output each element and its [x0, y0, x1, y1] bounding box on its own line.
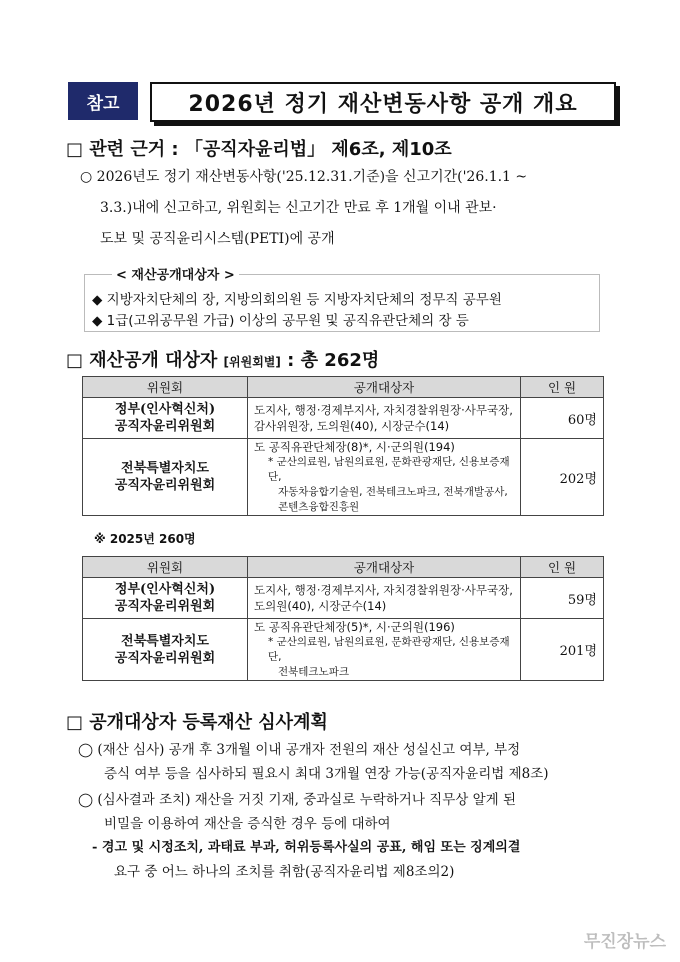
committee-name: 정부(인사혁신처)	[114, 582, 216, 597]
page-title: 2026년 정기 재산변동사항 공개 개요	[150, 82, 616, 122]
box-item-2: ◆ 1급(고위공무원 가급) 이상의 공무원 및 공직유관단체의 장 등	[92, 313, 469, 329]
target-footnote: * 군산의료원, 남원의료원, 문화관광재단, 신용보증재단,	[268, 636, 510, 663]
committee-cell	[83, 398, 248, 439]
review-item-2-line-2: 비밀을 이용하여 재산을 증식한 경우 등에 대하여	[104, 816, 391, 832]
section-targets-heading	[66, 346, 379, 372]
target-footnote: 전북테크노파크	[278, 666, 350, 678]
review-item-1-line-2: 증식 여부 등을 심사하되 필요시 최대 3개월 연장 가능(공직자윤리법 제8조)	[104, 766, 549, 782]
committee-subname: 공직자윤리위원회	[114, 419, 216, 434]
target-footnote: 자동차융합기술원, 전북테크노파크, 전북개발공사,	[278, 486, 508, 498]
review-item-3-line-1: - 경고 및 시정조치, 과태료 부과, 허위등록사실의 공표, 해임 또는 징계의결	[92, 840, 521, 855]
targets-cell	[248, 439, 521, 516]
targets-cell	[248, 398, 521, 439]
col-header-committee: 위원회	[83, 557, 248, 578]
target-footnote: 콘텐츠융합진흥원	[278, 501, 360, 513]
committee-name: 전북특별자치도	[121, 633, 209, 649]
target-line: 도 공직유관단체장(8)*, 시·군의원(194)	[254, 440, 455, 454]
committee-cell	[83, 439, 248, 516]
box-item-1: ◆ 지방자치단체의 장, 지방의회의원 등 지방자치단체의 정무직 공무원	[92, 292, 502, 308]
col-header-count: 인 원	[521, 377, 604, 398]
section-legal-basis-heading: □ 관련 근거 : 「공직자윤리법」 제6조, 제10조	[66, 139, 452, 160]
target-line: 도의원(40), 시장군수(14)	[254, 599, 387, 613]
target-line: 도 공직유관단체장(5)*, 시·군의원(196)	[254, 620, 455, 634]
target-line: 도지사, 행정·경제부지사, 자치경찰위원장·사무국장,	[254, 403, 513, 417]
table-row	[83, 439, 604, 516]
committee-subname: 공직자윤리위원회	[114, 478, 216, 493]
targets-heading-label: □ 재산공개 대상자	[66, 350, 218, 371]
section-review-plan-heading: □ 공개대상자 등록재산 심사계획	[66, 712, 328, 733]
count-cell: 202명	[521, 439, 604, 516]
review-item-3-line-2: 요구 중 어느 하나의 조치를 취함(공직자윤리법 제8조의2)	[114, 864, 455, 880]
committee-cell	[83, 578, 248, 619]
legal-basis-line-2: 3.3.)내에 신고하고, 위원회는 신고기간 만료 후 1개월 이내 관보·	[100, 200, 497, 216]
table-row	[83, 398, 604, 439]
count-cell: 60명	[521, 398, 604, 439]
count-cell: 201명	[521, 619, 604, 681]
committee-name: 전북특별자치도	[121, 461, 209, 476]
legal-basis-line-1: ○ 2026년도 정기 재산변동사항('25.12.31.기준)을 신고기간('26.1.1 ~	[80, 169, 528, 185]
target-line: 감사위원장, 도의원(40), 시장군수(14)	[254, 419, 450, 433]
table-row	[83, 578, 604, 619]
disclosure-target-box-label: < 재산공개대상자 >	[112, 264, 239, 283]
count-cell: 59명	[521, 578, 604, 619]
col-header-count: 인 원	[521, 557, 604, 578]
targets-table-2025	[82, 556, 604, 681]
watermark-logo: 무진장뉴스	[583, 932, 666, 952]
targets-heading-total: : 총 262명	[287, 350, 380, 371]
col-header-targets: 공개대상자	[248, 377, 521, 398]
target-footnote: * 군산의료원, 남원의료원, 문화관광재단, 신용보증재단,	[268, 456, 510, 483]
reference-tag: 참고	[68, 82, 138, 120]
table-header-row	[83, 377, 604, 398]
review-item-1-line-1: ◯ (재산 심사) 공개 후 3개월 이내 공개자 전원의 재산 성실신고 여부, 부정	[78, 742, 521, 758]
legal-basis-line-3: 도보 및 공직윤리시스템(PETI)에 공개	[100, 231, 335, 247]
targets-cell	[248, 578, 521, 619]
committee-cell	[83, 619, 248, 681]
targets-heading-note: [위원회별]	[223, 355, 281, 369]
table-header-row	[83, 557, 604, 578]
committee-subname: 공직자윤리위원회	[114, 650, 216, 666]
committee-subname: 공직자윤리위원회	[114, 599, 216, 614]
table-row	[83, 619, 604, 681]
review-item-2-line-1: ◯ (심사결과 조치) 재산을 거짓 기재, 중과실로 누락하거나 직무상 알게 된	[78, 792, 516, 808]
committee-name: 정부(인사혁신처)	[114, 402, 216, 417]
col-header-targets: 공개대상자	[248, 557, 521, 578]
target-line: 도지사, 행정·경제부지사, 자치경찰위원장·사무국장,	[254, 583, 513, 597]
targets-cell	[248, 619, 521, 681]
col-header-committee: 위원회	[83, 377, 248, 398]
previous-year-note: ※ 2025년 260명	[94, 532, 196, 546]
targets-table-2026	[82, 376, 604, 516]
